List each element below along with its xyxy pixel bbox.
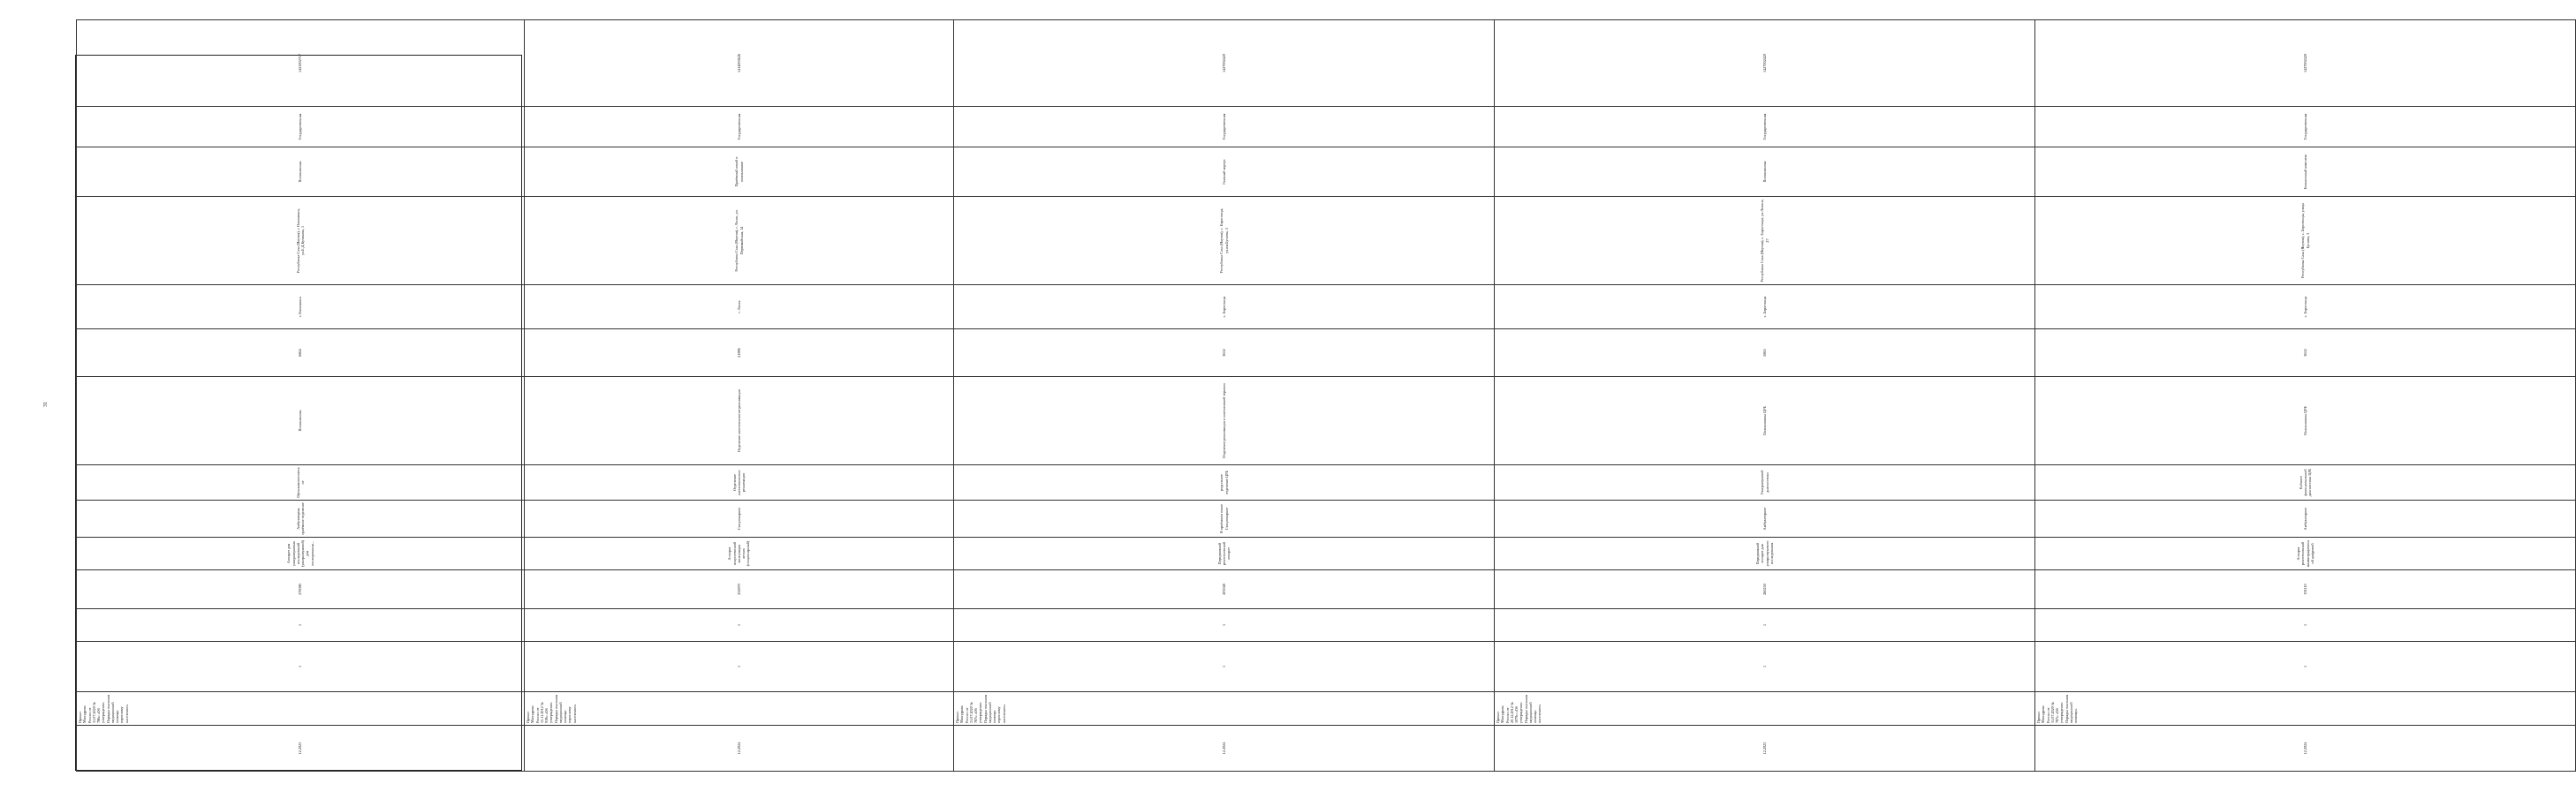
cell-unit: Поликлиника <box>77 377 525 465</box>
cell-equipment: Аппарат искусственной вентиляции легких (стационарный) <box>525 538 954 570</box>
cell-locality: с. Борогонцы <box>1495 285 2035 329</box>
cell-cabinet: Стационарное <box>525 501 954 538</box>
cell-ownership: Государственная <box>954 107 1495 147</box>
cell-type: Больничный комплекс <box>2035 147 2576 197</box>
cell-type: Главный корпус <box>954 147 1495 197</box>
cell-inn: 1414003626 <box>525 20 954 107</box>
rotated-equipment-table <box>75 54 2315 771</box>
cell-department: родильное отделение ЦРБ <box>954 465 1495 501</box>
cell-q2: 1 <box>1495 642 2035 692</box>
cell-department: Отделение анестезиологии-реанимации <box>525 465 954 501</box>
cell-ownership: Государственная <box>1495 107 2035 147</box>
cell-population: 6864 <box>77 329 525 377</box>
cell-equipment: Аппарат для ультразвуковых исследований (ультразвуковой) для исследования... <box>77 538 525 570</box>
cell-basis: Приказ Минздрава России от 31.07.2020 № 787н «Об утверждении Порядка оказания медицинской помощи» <box>2035 692 2576 726</box>
cell-locality: с. Борогонцы <box>2035 285 2576 329</box>
cell-code: 270080 <box>77 570 525 609</box>
cell-code: 232870 <box>525 570 954 609</box>
cell-equipment: Аппарат рентгеновский маммографический цифровой <box>2035 538 2576 570</box>
cell-type: Поликлиника <box>77 147 525 197</box>
table-row <box>525 20 954 772</box>
cell-locality: с. Борогонцы <box>954 285 1495 329</box>
cell-population: 5863 <box>1495 329 2035 377</box>
cell-year: 12.2024 <box>525 726 954 772</box>
cell-inn: 1421002717 <box>77 20 525 107</box>
cell-ownership: Государственная <box>525 107 954 147</box>
cell-ownership: Государственная <box>77 107 525 147</box>
cell-code: 260250 <box>1495 570 2035 609</box>
cell-inn: 1427002420 <box>1495 20 2035 107</box>
cell-locality: г. Ленск <box>525 285 954 329</box>
cell-population: 21896 <box>525 329 954 377</box>
cell-type: Приёмный покой в поликлинике <box>525 147 954 197</box>
cell-locality: г. Олекминск <box>77 285 525 329</box>
cell-unit: Поликлиника ЦРБ <box>2035 377 2576 465</box>
table-row <box>1495 20 2035 772</box>
table-row <box>77 20 525 772</box>
cell-q2: 1 <box>77 642 525 692</box>
cell-department: Офтальмологическое <box>77 465 525 501</box>
cell-q2: 1 <box>525 642 954 692</box>
cell-code: 203048 <box>954 570 1495 609</box>
cell-inn: 1427002420 <box>954 20 1495 107</box>
cell-department: Ультразвуковой диагностики <box>1495 465 2035 501</box>
cell-year: 12.2023 <box>77 726 525 772</box>
cell-basis: Приказ Минздрава России от 15.11.2012 № 919н «Об утверждении Порядка оказания медицинской помощи взрослому населению» <box>525 692 954 726</box>
cell-year: 12.2024 <box>954 726 1495 772</box>
cell-address: Республика Саха (Якутия), с. Борогонцы, ул.Ленина, 27 <box>1495 197 2035 285</box>
cell-cabinet: Амбулаторное <box>2035 501 2576 538</box>
cell-year: 12.2024 <box>2035 726 2576 772</box>
cell-q2: 1 <box>2035 642 2576 692</box>
cell-inn: 1427002420 <box>2035 20 2576 107</box>
cell-unit: Поликлиника ЦРБ <box>1495 377 2035 465</box>
cell-population: 3652 <box>954 329 1495 377</box>
table-row <box>954 20 1495 772</box>
cell-basis: Приказ Минздрава России от 31.07.2020 № 787н «Об утверждении Порядка оказания медицинской помощи взрослому населению» <box>954 692 1495 726</box>
equipment-table <box>76 19 2576 772</box>
page-number: 31 <box>43 402 49 407</box>
cell-code: 191110 <box>2035 570 2576 609</box>
cell-q1: 1 <box>525 609 954 642</box>
cell-basis: Приказ Минздрава России от 31.07.2020 № 786н «Об утверждении Порядка оказания медицинской помощи взрослому населению» <box>77 692 525 726</box>
table-rotation-layer <box>76 54 2315 772</box>
cell-basis: Приказ Минздрава России от 20.12.2012 № 1079н «Об утверждении Порядка оказания медицинской помощи населению» <box>1495 692 2035 726</box>
cell-q1: 1 <box>954 609 1495 642</box>
cell-q1: 1 <box>1495 609 2035 642</box>
cell-address: Республика Саха (Якутия), с. Борогонцы, ул.им.Бугаева, 3 <box>954 197 1495 285</box>
cell-q1: 1 <box>77 609 525 642</box>
cell-unit: Отделение реанимации и интенсивной терапии <box>954 377 1495 465</box>
cell-address: Республика Саха (Якутия), г. Олекминск, ул.Е.Д.Кутикова, 1 <box>77 197 525 285</box>
cell-year: 12.2023 <box>1495 726 2035 772</box>
cell-q2: 1 <box>954 642 1495 692</box>
cell-cabinet: Амбулаторное <box>1495 501 2035 538</box>
cell-cabinet: В приёмном покое Стационарное <box>954 501 1495 538</box>
cell-unit: Отделение анестезиологии-реанимации <box>525 377 954 465</box>
cell-department: Кабинет функциональной диагностики ЦРБ <box>2035 465 2576 501</box>
cell-cabinet: Амбулатория, приёмное отделение <box>77 501 525 538</box>
cell-ownership: Государственная <box>2035 107 2576 147</box>
cell-address: Республика Саха (Якутия), с. Борогонцы, улица Бугаева, 3 <box>2035 197 2576 285</box>
table-row <box>2035 20 2576 772</box>
cell-address: Республика Саха (Якутия), г. Ленск, ул. Первомайская, 14 <box>525 197 954 285</box>
cell-equipment: Передвижной аппарат для ультразвукового исследования <box>1495 538 2035 570</box>
cell-equipment: Передвижной рентгеновский аппарат <box>954 538 1495 570</box>
cell-type: Поликлиника <box>1495 147 2035 197</box>
cell-population: 3652 <box>2035 329 2576 377</box>
cell-q1: 1 <box>2035 609 2576 642</box>
